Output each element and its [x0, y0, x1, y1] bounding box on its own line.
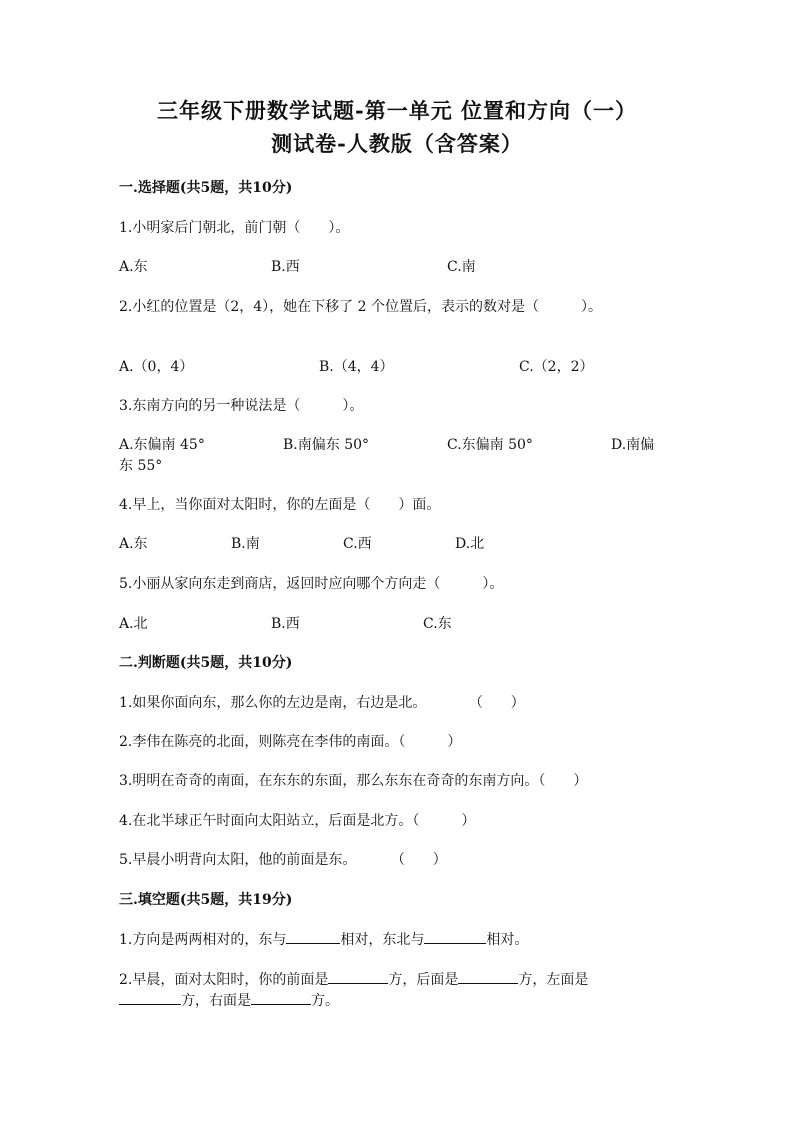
section-heading-fill: 三.填空题(共5题，共19分)	[119, 892, 293, 908]
fill-blank	[251, 990, 311, 1005]
fill-text: 方，左面是	[518, 972, 589, 988]
answer-bracket: （ ）	[468, 695, 525, 711]
judgement-item	[119, 850, 447, 870]
fill-blank	[286, 929, 340, 944]
question-stem: 2.小红的位置是（2，4），她在下移了 2 个位置后，表示的数对是（ ）。	[119, 299, 602, 315]
question-stem: 3.东南方向的另一种说法是（ ）。	[119, 398, 364, 414]
option-c: C.南	[447, 259, 476, 275]
fill-text: 1.方向是两两相对的，东与	[119, 932, 287, 948]
question-stem: 4.早上，当你面对太阳时，你的左面是（ ）面。	[119, 497, 441, 513]
fill-text: 相对，东北与	[340, 932, 425, 948]
fill-text: 方，后面是	[388, 972, 459, 988]
judgement-item	[119, 693, 525, 713]
title-line-2: 测试卷-人教版（含答案）	[271, 131, 523, 156]
option-d: D.北	[455, 536, 485, 552]
option-a: A.（0，4）	[119, 359, 194, 375]
option-b: B.西	[271, 259, 300, 275]
judgement-item: 4.在北半球正午时面向太阳站立，后面是北方。（ ）	[119, 813, 476, 829]
judgement-text: 1.如果你面向东，那么你的左边是南，右边是北。	[119, 695, 427, 711]
option-b: B.南偏东 50°	[283, 437, 370, 453]
option-c: C.东偏南 50°	[447, 437, 533, 453]
question-stem: 5.小丽从家向东走到商店，返回时应向哪个方向走（ ）。	[119, 576, 504, 592]
answer-bracket: （ ）	[390, 852, 447, 868]
section-heading-choice: 一.选择题(共5题，共10分)	[119, 180, 293, 196]
judgement-item: 2.李伟在陈亮的北面，则陈亮在李伟的南面。（ ）	[119, 734, 462, 750]
option-a: A.北	[119, 616, 148, 632]
fill-blank	[424, 929, 486, 944]
title-line-1: 三年级下册数学试题-第一单元 位置和方向（一）	[156, 98, 638, 123]
option-c: C.东	[423, 616, 452, 632]
option-c: C.西	[343, 536, 372, 552]
judgement-text: 5.早晨小明背向太阳，他的前面是东。	[119, 852, 357, 868]
fill-text: 相对。	[486, 932, 529, 948]
option-d: D.南偏	[611, 437, 655, 453]
judgement-item: 3.明明在奇奇的南面，在东东的东面，那么东东在奇奇的东南方向。（ ）	[119, 773, 588, 789]
question-stem: 1.小明家后门朝北，前门朝（ ）。	[119, 220, 350, 236]
option-a: A.东	[119, 259, 148, 275]
option-d-continued: 东 55°	[119, 458, 163, 474]
fill-text: 2.早晨，面对太阳时，你的前面是	[119, 972, 329, 988]
option-b: B.西	[271, 616, 300, 632]
option-b: B.（4，4）	[319, 359, 394, 375]
fill-blank	[119, 990, 181, 1005]
section-heading-judgement: 二.判断题(共5题，共10分)	[119, 655, 293, 671]
option-b: B.南	[231, 536, 260, 552]
option-a: A.东偏南 45°	[119, 437, 205, 453]
fill-item	[119, 969, 588, 990]
fill-blank	[458, 969, 518, 984]
fill-text: 方。	[311, 993, 339, 1009]
option-c: C.（2，2）	[519, 359, 594, 375]
fill-item-continued	[119, 990, 339, 1011]
fill-item	[119, 929, 528, 950]
fill-blank	[328, 969, 388, 984]
fill-text: 方，右面是	[181, 993, 251, 1009]
option-a: A.东	[119, 536, 148, 552]
